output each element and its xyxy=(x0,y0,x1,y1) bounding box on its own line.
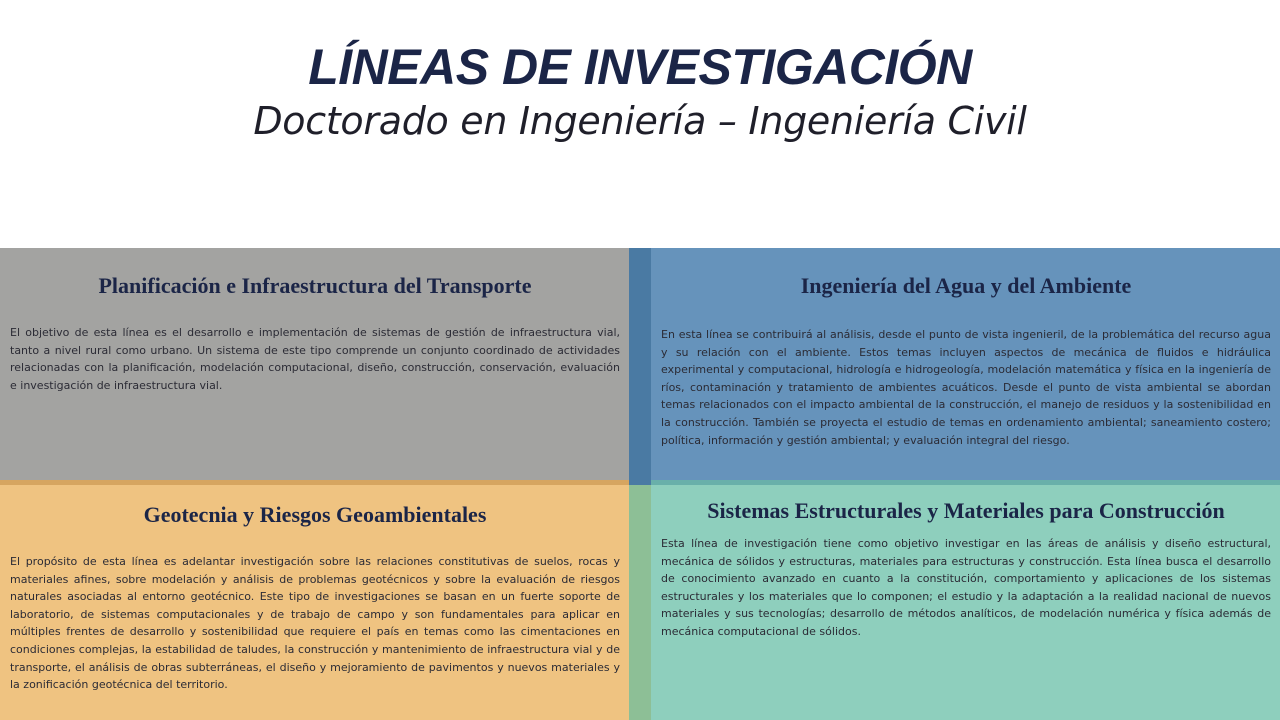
research-line-title: Planificación e Infraestructura del Transporte xyxy=(98,273,532,298)
research-line-description: El objetivo de esta línea es el desarrollo e implementación de sistemas de gestión de infraestructura vial, tanto a nivel rural como urbano. Un sistema de este tipo comprende un conjunto coordinado de actividades relacionadas con la planificación, modelación computacional, diseño, construcción, conservación, evaluación e investigación de infraestructura vial. xyxy=(10,326,620,392)
research-line-water-environment xyxy=(651,248,1280,480)
divider-bar-top xyxy=(629,248,651,485)
research-line-description: Esta línea de investigación tiene como objetivo investigar en las áreas de análisis y diseño estructural, mecánica de sólidos y estructuras, materiales para estructuras y construcción. Esta línea busca el desarrollo de conocimiento avanzado en cuanto a la constitución, comportamiento y aplicaciones de los sistemas estructurales y los materiales que lo componen; el estudio y la adaptación a la realidad nacional de nuevos materiales y sus tecnologías; desarrollo de métodos analíticos, de modelación numérica y física además de mecánica computacional de sólidos. xyxy=(661,537,1271,638)
research-line-structures-materials xyxy=(651,485,1280,720)
research-line-title: Sistemas Estructurales y Materiales para Construcción xyxy=(707,498,1225,523)
research-line-title: Geotecnia y Riesgos Geoambientales xyxy=(143,502,487,527)
research-line-description: En esta línea se contribuirá al análisis, desde el punto de vista ingenieril, de la problemática del recurso agua y su relación con el ambiente. Estos temas incluyen aspectos de mecánica de fluidos e hidráulica experimental y computacional, hidrología e hidrogeología, modelación matemática y física en la ingeniería de ríos, contaminación y tratamiento de ambientes acuáticos. Desde el punto de vista ambiental se abordan temas relacionados con el impacto ambiental de la construcción, el manejo de residuos y la sostenibilidad en la construcción. También se proyecta el estudio de temas en ordenamiento ambiental; saneamiento costero; política, información y gestión ambiental; y evaluación integral del riesgo. xyxy=(661,328,1271,447)
research-line-transport xyxy=(0,248,629,480)
research-line-description: El propósito de esta línea es adelantar investigación sobre las relaciones constitutivas de suelos, rocas y materiales afines, sobre modelación y análisis de problemas geotécnicos y sobre la evaluación de riesgos naturales asociadas al entorno geotécnico. Este tipo de investigaciones se basan en un fuerte soporte de laboratorio, de sistemas computacionales y de trabajo de campo y son fundamentales para aplicar en múltiples frentes de desarrollo y sostenibilidad que requiere el país en temas como las cimentaciones en condiciones complejas, la estabilidad de taludes, la construcción y mantenimiento de infraestructura vial y de transporte, el análisis de obras subterráneas, el diseño y mejoramiento de pavimentos y nuevos materiales y la zonificación geotécnica del territorio. xyxy=(10,555,620,692)
research-line-title: Ingeniería del Agua y del Ambiente xyxy=(800,273,1132,298)
page-subtitle: Doctorado en Ingeniería – Ingeniería Civil xyxy=(253,99,1027,143)
research-line-geotechnics xyxy=(0,485,629,720)
page-title: LÍNEAS DE INVESTIGACIÓN xyxy=(308,39,972,95)
divider-bar-bottom xyxy=(629,485,651,720)
